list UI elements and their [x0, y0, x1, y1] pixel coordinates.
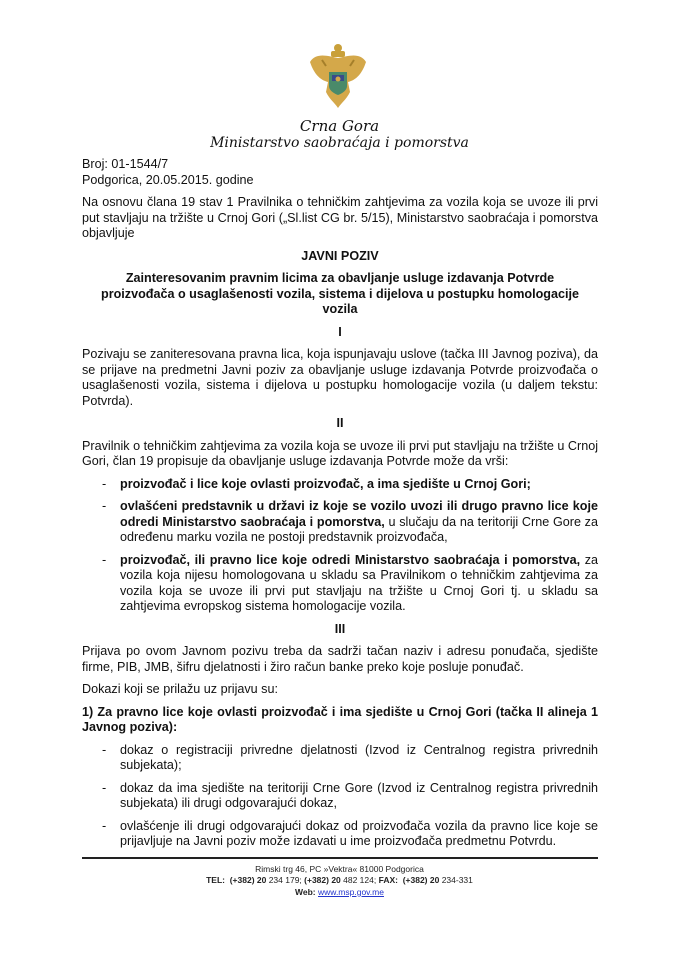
letterhead [0, 0, 679, 153]
footer-divider [82, 857, 598, 859]
document-subtitle: Zainteresovanim pravnim licima za obavljanje usluge izdavanja Potvrde proizvođača o usaglašenosti vozila, sistema i dijelova u postupku homologacije vozila [101, 271, 579, 316]
section-3-text: Prijava po ovom Javnom pozivu treba da sadrži tačan naziv i adresu ponuđača, sjedište firme, PIB, JMB, šifru djelatnosti i žiro račun banke preko koje posluje ponuđač. [82, 644, 598, 674]
section-3-list [82, 743, 598, 850]
section-2-list [82, 477, 598, 615]
section-3-evidence-intro: Dokazi koji se prilažu uz prijavu su: [82, 682, 278, 696]
section-3-subheading: 1) Za pravno lice koje ovlasti proizvođač i ima sjedište u Crnoj Gori (tačka II alineja 1 Javnog poziva): [82, 704, 598, 734]
document-title: JAVNI POZIV [301, 248, 379, 263]
section-1-heading: I [338, 324, 342, 339]
section-1-text: Pozivaju se zaniteresovana pravna lica, koja ispunjavaju uslove (tačka III Javnog poziva), da se prijave na predmetni Javni poziv za obavljanje usluge izdavanja Potvrde proizvođača o usaglašenosti vozila, sistema i dijelova u postupku homologacije vozila (u daljem tekstu: Potvrda). [82, 347, 598, 408]
document-number: Broj: 01-1544/7 [82, 157, 169, 171]
footer-web: Web: www.msp.gov.me [295, 886, 384, 897]
footer [0, 864, 679, 919]
footer-contacts: TEL: (+382) 20 234 179; (+382) 20 482 124; FAX: (+382) 20 234-331 [206, 875, 473, 885]
section-2-heading: II [336, 416, 344, 430]
intro-paragraph: Na osnovu člana 19 stav 1 Pravilnika o tehničkim zahtjevima za vozila koja se uvoze ili prvi put stavljaju na tržište u Crnoj Gori („Sl.list CG br. 5/15), Ministarstvo saobraćaja i pomorstva objavljuje [82, 195, 598, 240]
section-3-heading: III [334, 621, 346, 636]
list-item: - proizvođač i lice koje ovlasti proizvođač, a ima sjedište u Crnoj Gori; [82, 477, 598, 493]
section-2-text: Pravilnik o tehničkim zahtjevima za vozila koja se uvoze ili prvi put stavljaju na tržište u Crnoj Gori, član 19 propisuje da obavljanje usluge izdavanja Potvrde može da vrši: [82, 438, 598, 468]
list-item: - dokaz da ima sjedište na teritoriji Crne Gore (Izvod iz Centralnog registra privrednih subjekata) ili drugi odgovarajući dokaz, [82, 781, 598, 812]
place-date: Podgorica, 20.05.2015. godine [82, 172, 254, 187]
list-item: - ovlašćenje ili drugi odgovarajući dokaz od proizvođača vozila da pravno lice koje se prijavljuje na Javni poziv može izdavati u ime proizvođača predmetnu Potvrdu. [82, 819, 598, 850]
website-link[interactable]: www.msp.gov.me [318, 886, 384, 897]
country-name: Crna Gora [299, 117, 380, 135]
list-item: - proizvođač, ili pravno lice koje odredi Ministarstvo saobraćaja i pomorstva, za vozila koja nijesu homologovana u skladu sa Pravilnikom o tehničkim zahtjevima za vozila koja se uvoze ili prvi put stavljaju na tržište u Crnoj Gori tj. u skladu sa zahtjevima evropskog sistema homologacije vozila. [82, 553, 598, 615]
list-item: - ovlašćeni predstavnik u državi iz koje se vozilo uvozi ili drugo pravno lice koje odredi Ministarstvo saobraćaja i pomorstva, u slučaju da na teritoriji Crne Gore za određenu marku vozila ne postoji predstavnik proizvođača, [82, 499, 598, 546]
list-item: - dokaz o registraciji privredne djelatnosti (Izvod iz Centralnog registra privrednih subjekata); [82, 743, 598, 774]
ministry-name: Ministarstvo saobraćaja i pomorstva [210, 135, 469, 151]
coat-of-arms-icon [308, 42, 368, 114]
document-body [82, 153, 598, 850]
footer-address: Rimski trg 46, PC »Vektra« 81000 Podgorica [255, 863, 424, 874]
